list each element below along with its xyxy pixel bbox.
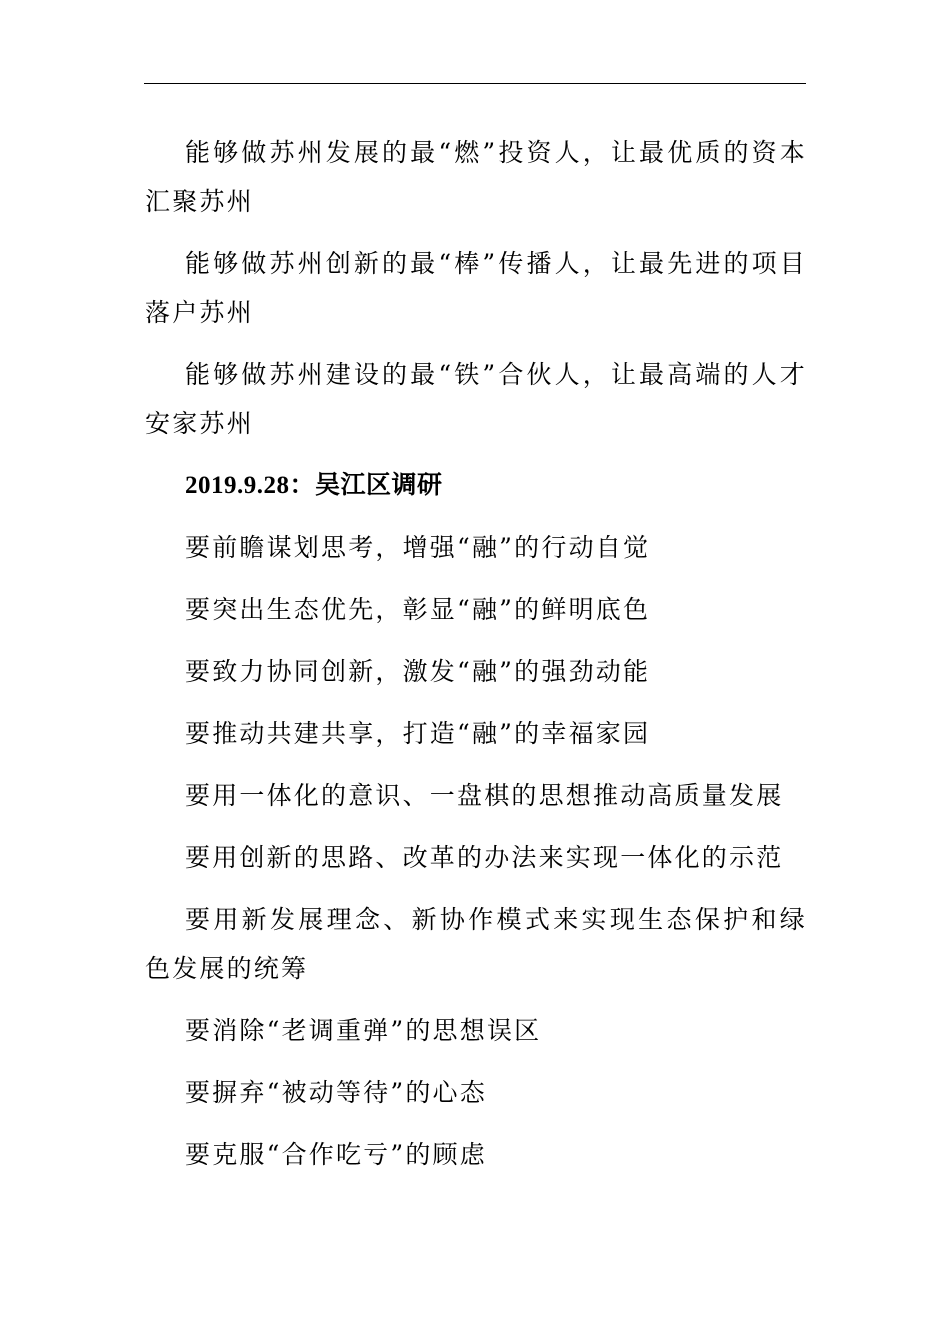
header-rule	[144, 83, 806, 84]
section-heading: 2019.9.28：吴江区调研	[185, 472, 443, 499]
paragraph: 能够做苏州创新的最“棒”传播人，让最先进的项目落户苏州	[145, 249, 807, 327]
paragraph: 要用一体化的意识、一盘棋的思想推动高质量发展	[185, 781, 784, 810]
document-body	[145, 128, 807, 1192]
paragraph: 能够做苏州建设的最“铁”合伙人，让最高端的人才安家苏州	[145, 360, 807, 438]
paragraph: 要致力协同创新，激发“融”的强劲动能	[185, 657, 651, 686]
paragraph: 要用创新的思路、改革的办法来实现一体化的示范	[185, 843, 784, 872]
paragraph: 能够做苏州发展的最“燃”投资人，让最优质的资本汇聚苏州	[145, 138, 807, 216]
paragraph: 要摒弃“被动等待”的心态	[185, 1078, 487, 1107]
paragraph: 要消除“老调重弹”的思想误区	[185, 1016, 542, 1045]
paragraph: 要前瞻谋划思考，增强“融”的行动自觉	[185, 533, 651, 562]
paragraph: 要用新发展理念、新协作模式来实现生态保护和绿色发展的统筹	[145, 905, 807, 983]
paragraph: 要推动共建共享，打造“融”的幸福家园	[185, 719, 651, 748]
paragraph: 要突出生态优先，彰显“融”的鲜明底色	[185, 595, 651, 624]
paragraph: 要克服“合作吃亏”的顾虑	[185, 1140, 487, 1169]
